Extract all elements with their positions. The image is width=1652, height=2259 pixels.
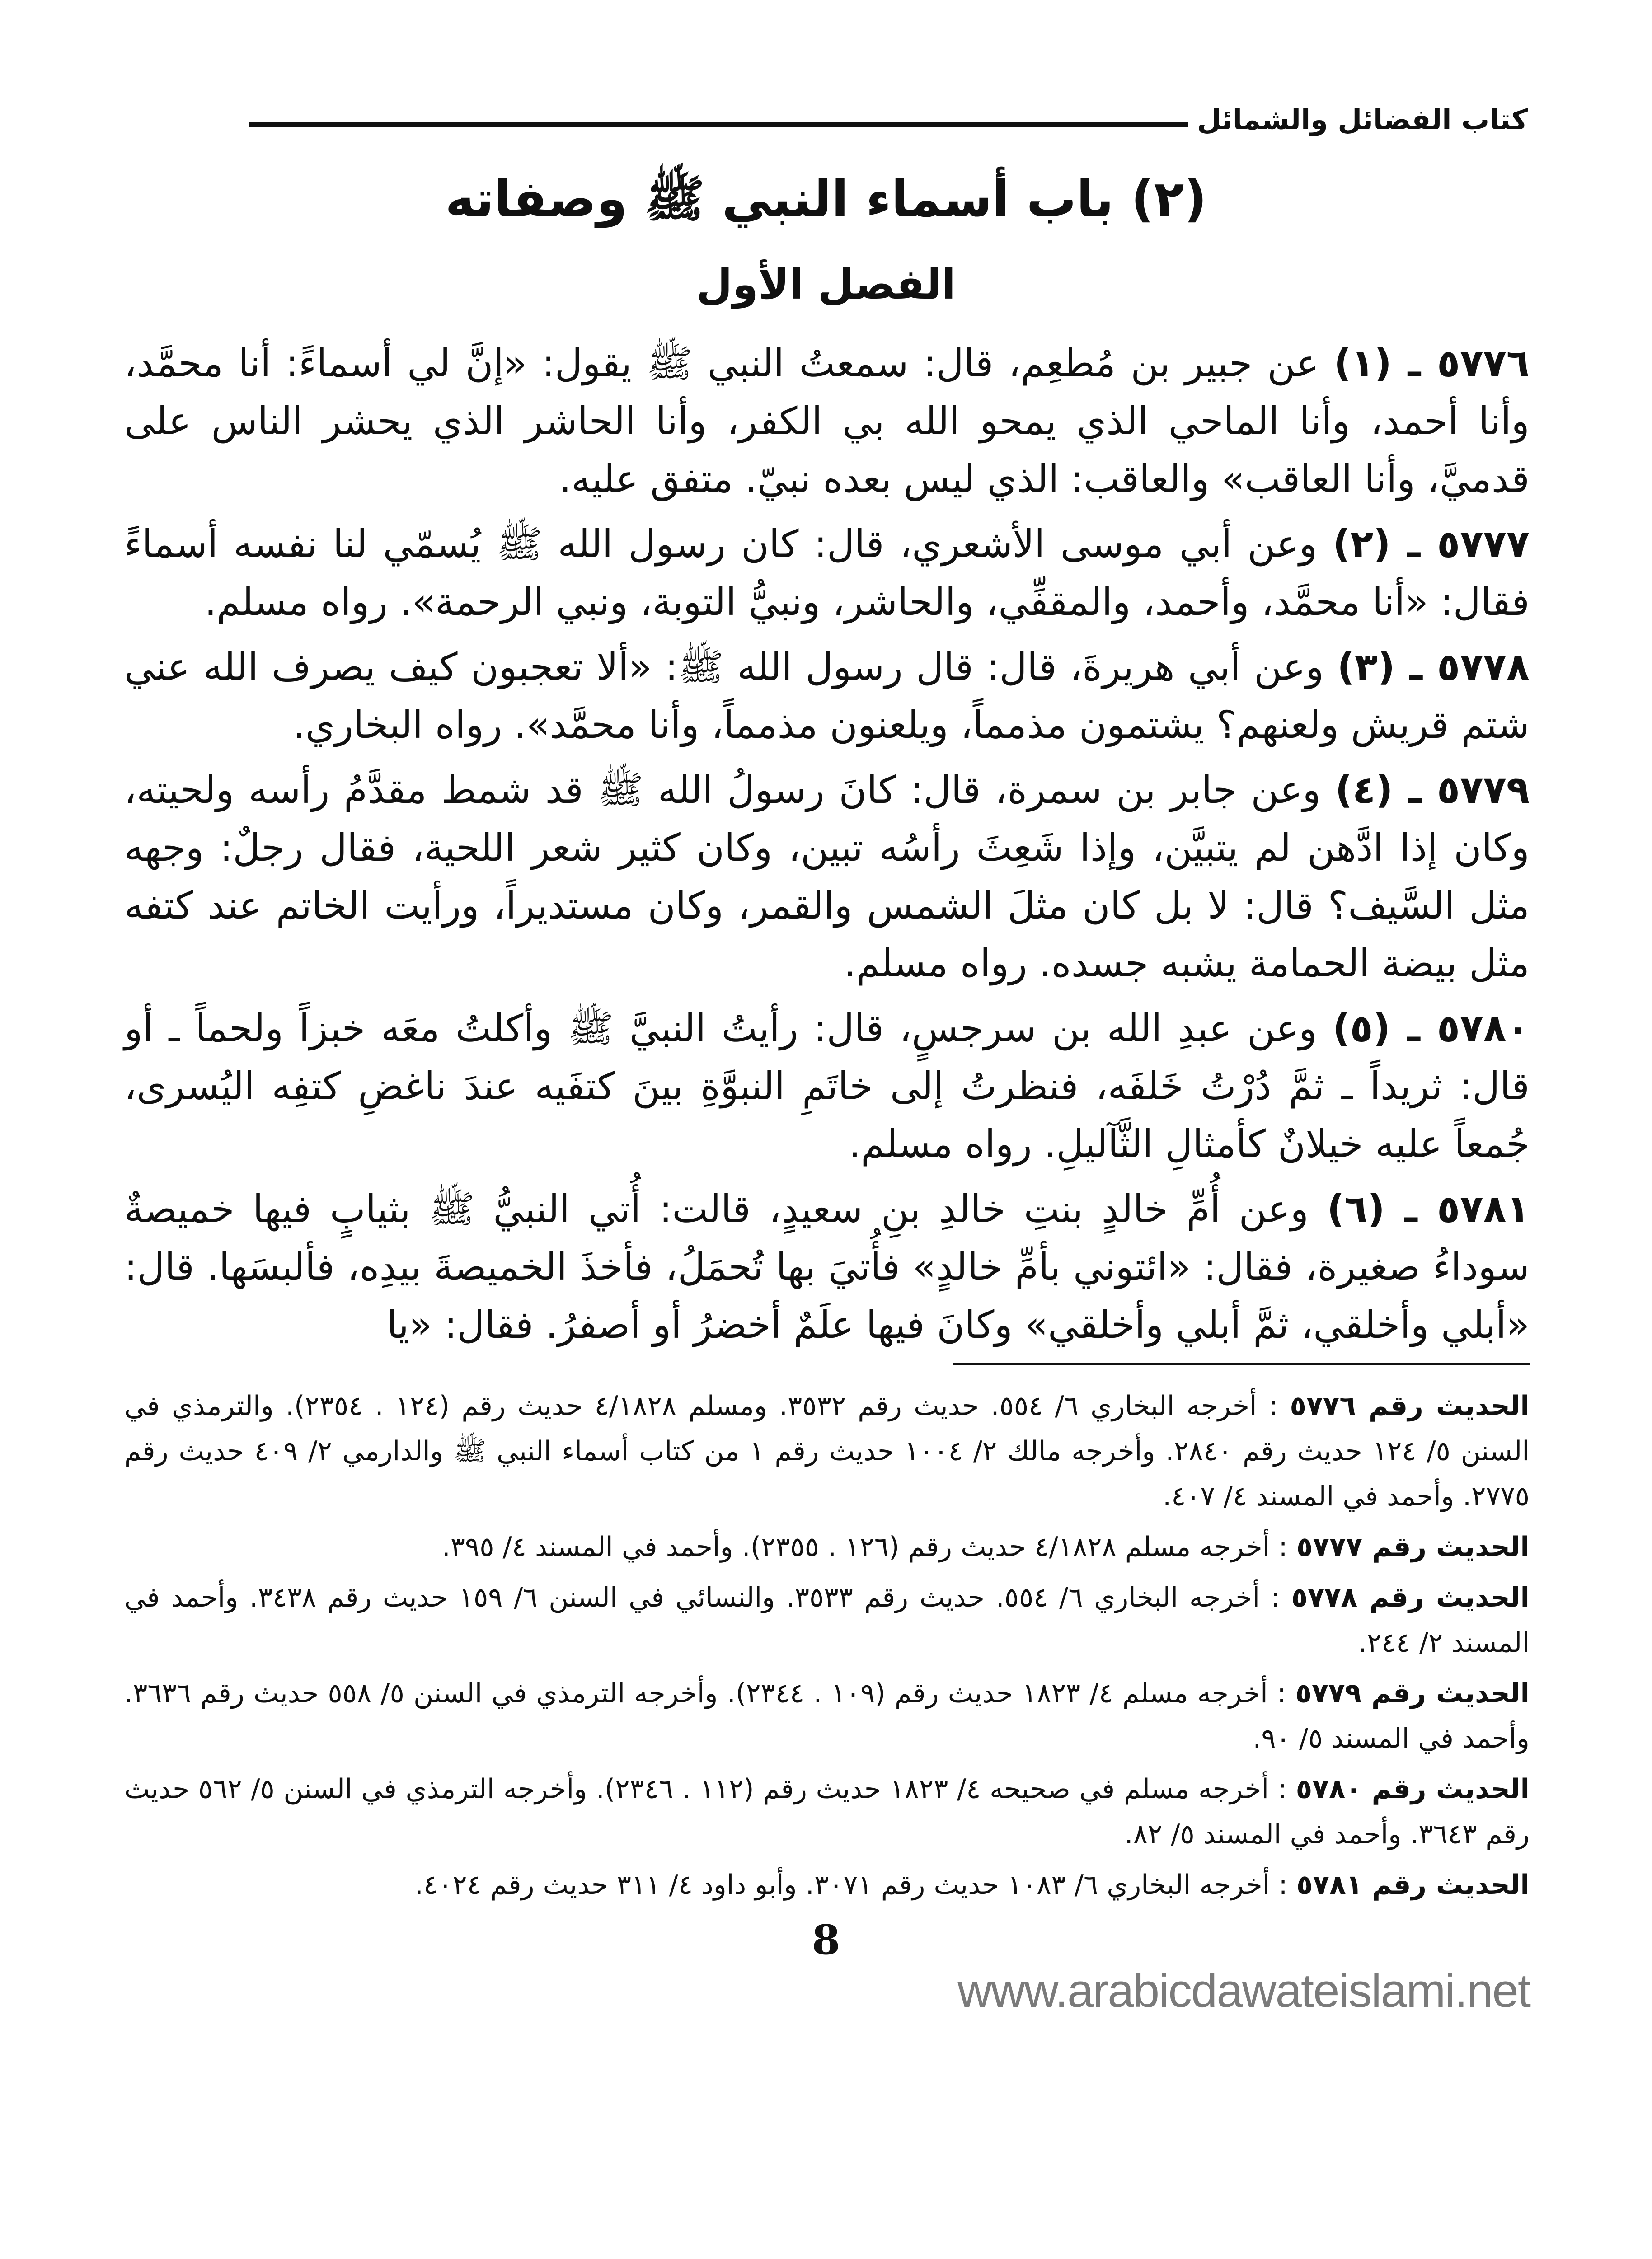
hadith-text: عن جبير بن مُطعِم، قال: سمعتُ النبي ﷺ يقول: «إنَّ لي أسماءً: أنا محمَّد، وأنا أحمد، وأنا الماحي الذي يمحو الله بي الكفر، وأنا الحاشر الذي يحشر الناس على قدميَّ، وأنا العاقب» والعاقب: الذي ليس بعده نبيّ. متفق عليه.	[124, 341, 1530, 501]
hadith-number: ٥٧٧٩ ـ (٤)	[1335, 768, 1530, 812]
header-rule	[249, 122, 1188, 127]
book-title: كتاب الفضائل والشمائل	[1197, 103, 1528, 136]
footnote	[124, 1575, 1530, 1665]
footnote-label: الحديث رقم ٥٧٧٦	[1290, 1390, 1530, 1422]
footnote	[124, 1383, 1530, 1519]
watermark-url: www.arabicdawateislami.net	[957, 1964, 1530, 2017]
hadith-paragraph	[124, 1180, 1530, 1354]
hadith-paragraph	[124, 638, 1530, 754]
footnote-text: : أخرجه مسلم في صحيحه ٤/ ١٨٢٣ حديث رقم (١١٢ . ٢٣٤٦). وأخرجه الترمذي في السنن ٥/ ٥٦٢ حديث رقم ٣٦٤٣. وأحمد في المسند ٥/ ٨٢.	[124, 1773, 1530, 1850]
hadith-number: ٥٧٧٨ ـ (٣)	[1337, 645, 1530, 689]
hadith-number: ٥٧٨٠ ـ (٥)	[1333, 1006, 1530, 1050]
footnote-text: : أخرجه البخاري ٦/ ٥٥٤. حديث رقم ٣٥٣٣. والنسائي في السنن ٦/ ١٥٩ حديث رقم ٣٤٣٨. وأحمد في المسند ٢/ ٢٤٤.	[124, 1582, 1530, 1659]
footnote	[124, 1671, 1530, 1761]
hadith-text: وعن أبي موسى الأشعري، قال: كان رسول الله ﷺ يُسمّي لنا نفسه أسماءً فقال: «أنا محمَّد، وأحمد، والمقفِّي، والحاشر، ونبيُّ التوبة، ونبي الرحمة». رواه مسلم.	[124, 522, 1530, 624]
footnote-label: الحديث رقم ٥٧٨١	[1296, 1869, 1530, 1901]
hadith-text: وعن عبدِ الله بن سرجسٍ، قال: رأيتُ النبيَّ ﷺ وأكلتُ معَه خبزاً ولحماً ـ أو قال: ثريداً ـ ثمَّ دُرْتُ خَلفَه، فنظرتُ إلى خاتَمِ النبوَّةِ بينَ كتفَيه عندَ ناغضِ كتفِه اليُسرى، جُمعاً عليه خيلانٌ كأمثالِ الثَّآليلِ. رواه مسلم.	[124, 1006, 1530, 1166]
hadith-paragraph	[124, 761, 1530, 992]
footnote-label: الحديث رقم ٥٧٧٧	[1296, 1531, 1530, 1563]
section-title: الفصل الأول	[696, 260, 956, 309]
footnote	[124, 1862, 1530, 1907]
footnote	[124, 1524, 1530, 1570]
chapter-title: (٢) باب أسماء النبي ﷺ وصفاته	[445, 170, 1207, 228]
hadith-body	[124, 334, 1530, 1354]
footnote-text: : أخرجه مسلم ٤/ ١٨٢٣ حديث رقم (١٠٩ . ٢٣٤٤). وأخرجه الترمذي في السنن ٥/ ٥٥٨ حديث رقم ٣٦٣٦. وأحمد في المسند ٥/ ٩٠.	[124, 1678, 1530, 1754]
hadith-number: ٥٧٨١ ـ (٦)	[1327, 1187, 1530, 1231]
hadith-number: ٥٧٧٧ ـ (٢)	[1333, 522, 1530, 566]
footnote-label: الحديث رقم ٥٧٧٩	[1295, 1678, 1530, 1709]
page-number: 8	[812, 1916, 840, 1964]
footnote-rule	[953, 1363, 1530, 1365]
hadith-paragraph	[124, 999, 1530, 1173]
footnote-text: : أخرجه مسلم ٤/١٨٢٨ حديث رقم (١٢٦ . ٢٣٥٥). وأحمد في المسند ٤/ ٣٩٥.	[441, 1531, 1288, 1563]
hadith-text: وعن جابر بن سمرة، قال: كانَ رسولُ الله ﷺ قد شمط مقدَّمُ رأسه ولحيته، وكان إذا ادَّهن لم يتبيَّن، وإذا شَعِثَ رأسُه تبين، وكان كثير شعر اللحية، فقال رجلٌ: وجهه مثل السَّيف؟ قال: لا بل كان مثلَ الشمس والقمر، وكان مستديراً، ورأيت الخاتم عند كتفه مثل بيضة الحمامة يشبه جسده. رواه مسلم.	[124, 768, 1530, 985]
footnote	[124, 1767, 1530, 1857]
hadith-paragraph	[124, 515, 1530, 631]
hadith-number: ٥٧٧٦ ـ (١)	[1333, 341, 1530, 385]
footnote-text: : أخرجه البخاري ٦/ ١٠٨٣ حديث رقم ٣٠٧١. وأبو داود ٤/ ٣١١ حديث رقم ٤٠٢٤.	[414, 1869, 1288, 1901]
footnote-label: الحديث رقم ٥٧٨٠	[1295, 1773, 1530, 1805]
hadith-text: وعن أبي هريرةَ، قال: قال رسول الله ﷺ: «ألا تعجبون كيف يصرف الله عني شتم قريش ولعنهم؟ يشتمون مذمماً، ويلعنون مذمماً، وأنا محمَّد». رواه البخاري.	[124, 645, 1530, 747]
footnotes	[124, 1383, 1530, 1907]
watermark-row	[0, 1964, 1652, 2018]
footnote-label: الحديث رقم ٥٧٧٨	[1291, 1582, 1530, 1613]
running-header	[249, 95, 1528, 145]
hadith-paragraph	[124, 334, 1530, 508]
hadith-text: وعن أُمِّ خالدٍ بنتِ خالدِ بنِ سعيدٍ، قالت: أُتي النبيُّ ﷺ بثيابٍ فيها خميصةٌ سوداءُ صغيرة، فقال: «ائتوني بأمِّ خالدٍ» فأُتيَ بها تُحمَلُ، فأخذَ الخميصةَ بيدِه، فألبسَها. قال: «أبلي وأخلقي، ثمَّ أبلي وأخلقي» وكانَ فيها علَمٌ أخضرُ أو أصفرُ. فقال: «يا	[124, 1187, 1530, 1347]
footnote-text: : أخرجه البخاري ٦/ ٥٥٤. حديث رقم ٣٥٣٢. ومسلم ٤/١٨٢٨ حديث رقم (١٢٤ . ٢٣٥٤). والترمذي في السنن ٥/ ١٢٤ حديث رقم ٢٨٤٠. وأخرجه مالك ٢/ ١٠٠٤ حديث رقم ١ من كتاب أسماء النبي ﷺ والدارمي ٢/ ٤٠٩ حديث رقم ٢٧٧٥. وأحمد في المسند ٤/ ٤٠٧.	[124, 1390, 1530, 1512]
